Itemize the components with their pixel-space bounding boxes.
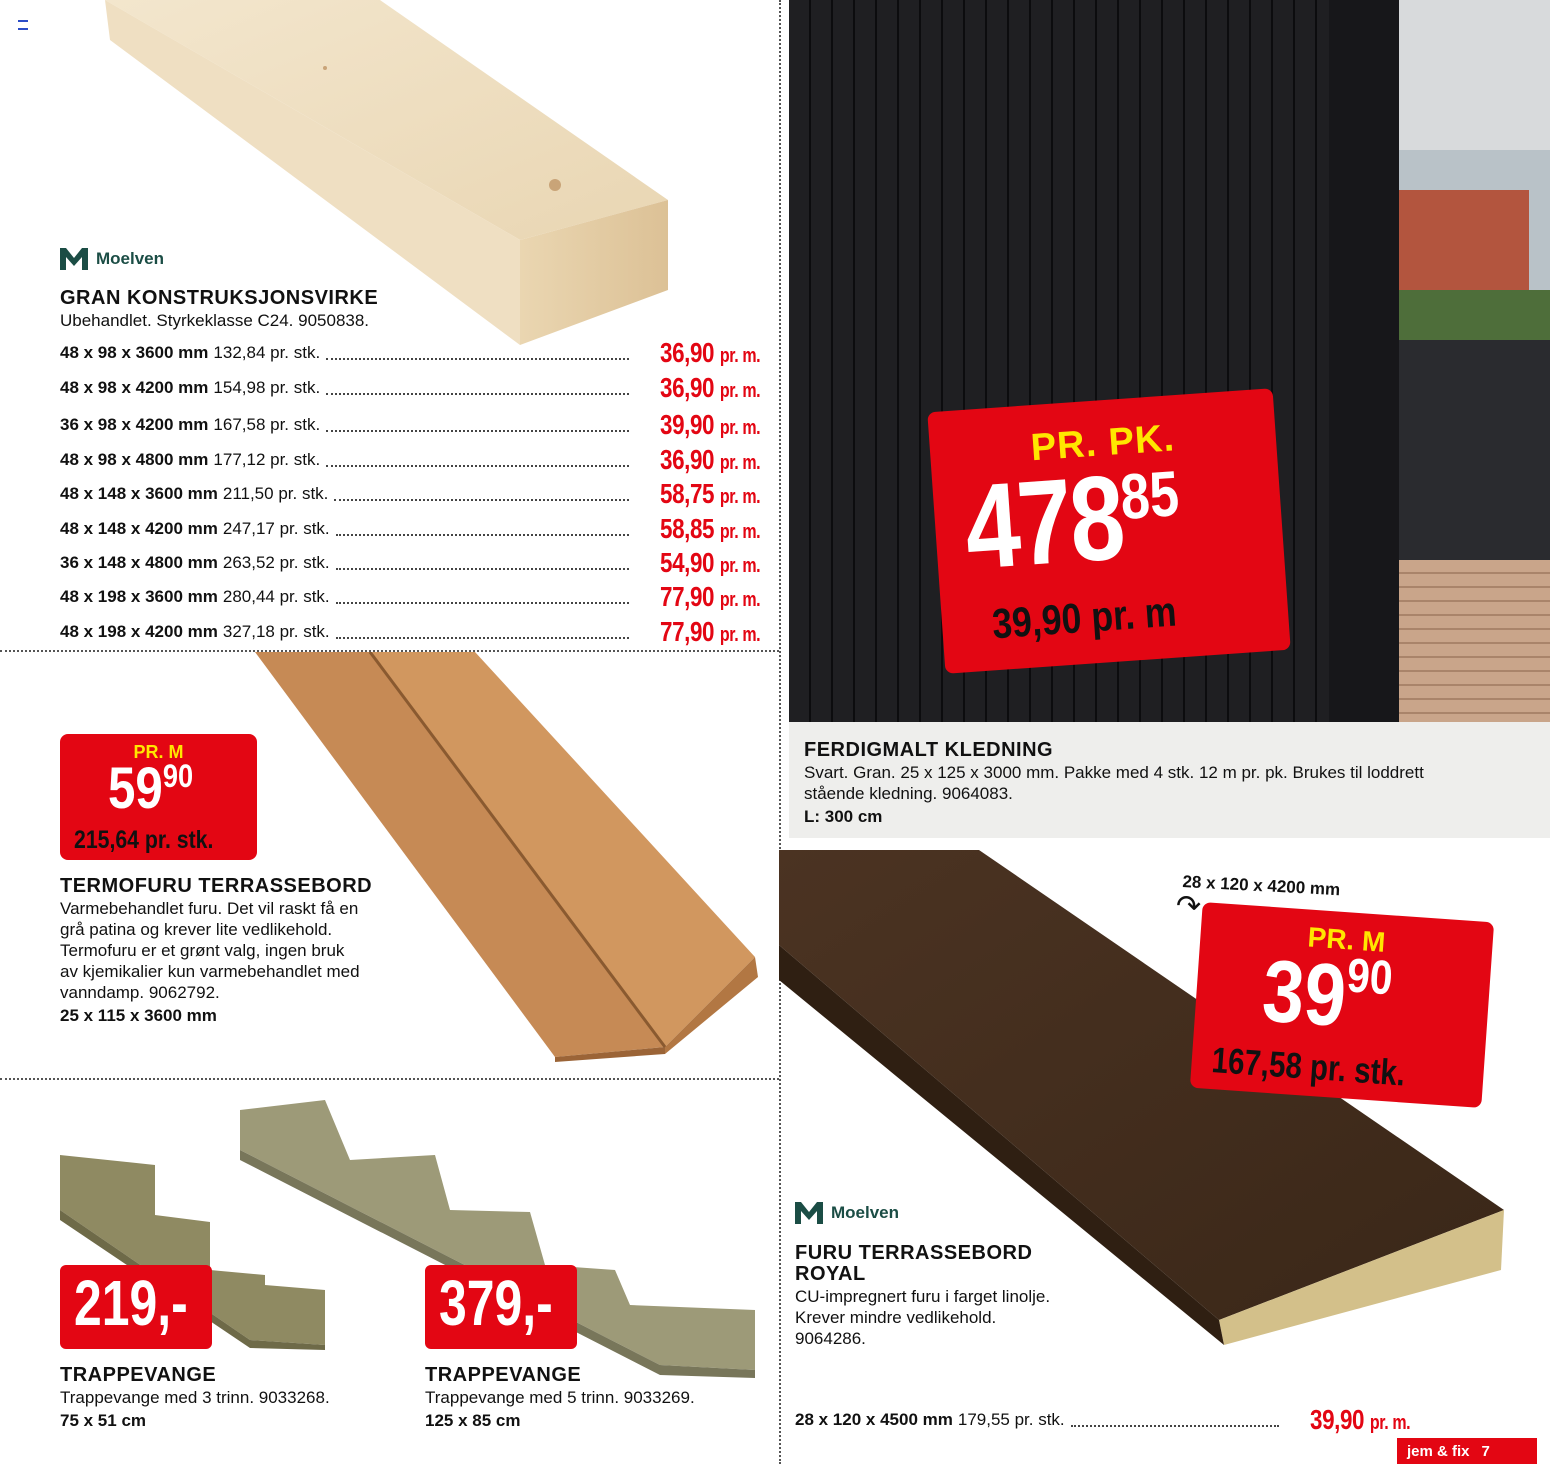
termofuru-desc-line: vanndamp. 9062792. — [60, 983, 220, 1002]
row-unit-price: 263,52 pr. stk. — [222, 553, 330, 572]
row-price — [660, 513, 760, 545]
price-row — [60, 445, 760, 475]
row-price-per: pr. m. — [719, 589, 760, 611]
termofuru-tag-price-main: 59 — [108, 756, 163, 821]
row-price — [660, 409, 760, 441]
dot-leader — [326, 418, 629, 432]
dot-leader — [336, 590, 629, 604]
termofuru-tag-sub: 215,64 pr. stk. — [74, 826, 214, 854]
row-unit-price: 132,84 pr. stk. — [213, 343, 321, 362]
dot-leader — [336, 522, 629, 536]
royal-price-tag — [1190, 902, 1494, 1108]
kledning-price-tag — [927, 388, 1290, 673]
row-price — [1310, 1404, 1410, 1436]
dot-leader — [326, 346, 629, 360]
trappevange-3-price-tag — [60, 1265, 212, 1349]
page-number: 7 — [1481, 1442, 1490, 1460]
footer-brand: jem & fix — [1407, 1442, 1470, 1460]
footer-brand-badge — [1397, 1438, 1537, 1464]
termofuru-desc-line: Varmebehandlet furu. Det vil raskt få en — [60, 899, 359, 918]
row-dim: 48 x 198 x 4200 mm — [60, 622, 218, 641]
row-price — [660, 444, 760, 476]
termofuru-dim: 25 x 115 x 3600 mm — [60, 1006, 217, 1025]
row-price-per: pr. m. — [719, 345, 760, 367]
trappevange-5-desc: Trappevange med 5 trinn. 9033269. — [425, 1388, 695, 1407]
trappevange-5-title: TRAPPEVANGE — [425, 1364, 582, 1386]
trappevange-3-dim: 75 x 51 cm — [60, 1411, 147, 1430]
row-price — [660, 616, 760, 648]
row-price-per: pr. m. — [719, 417, 760, 439]
row-unit-price: 327,18 pr. stk. — [222, 622, 330, 641]
kledning-tag-price-main: 478 — [960, 450, 1127, 595]
row-dim: 48 x 148 x 4200 mm — [60, 519, 218, 538]
royal-desc — [795, 1286, 1050, 1349]
kledning-tag-label: PR. PK. — [1029, 417, 1177, 470]
row-price-per: pr. m. — [719, 555, 760, 577]
row-dim: 36 x 98 x 4200 mm — [60, 415, 209, 434]
trappevange-5-price: 379,- — [439, 1267, 553, 1339]
price-row — [60, 479, 760, 509]
termofuru-desc-line: av kjemikalier kun varmebehandlet med — [60, 962, 360, 981]
row-price — [660, 581, 760, 613]
row-dim: 36 x 148 x 4800 mm — [60, 553, 218, 572]
row-price-value: 39,90 — [659, 409, 714, 440]
row-price-per: pr. m. — [1369, 1412, 1410, 1434]
royal-tag-price — [1259, 940, 1395, 1046]
royal-tag-label: PR. M — [1306, 921, 1387, 958]
row-price-per: pr. m. — [719, 452, 760, 474]
row-unit-price: 154,98 pr. stk. — [213, 378, 321, 397]
price-row — [60, 582, 760, 612]
dot-leader — [334, 487, 628, 501]
row-price-value: 36,90 — [659, 444, 714, 475]
row-dim: 48 x 98 x 4200 mm — [60, 378, 209, 397]
royal-title-line-2: ROYAL — [795, 1263, 866, 1285]
row-price — [660, 372, 760, 404]
row-unit-price: 280,44 pr. stk. — [222, 587, 330, 606]
termofuru-desc-line: Termofuru er et grønt valg, ingen bruk — [60, 941, 345, 960]
royal-price-row — [795, 1405, 1410, 1435]
termofuru-tag-price — [108, 756, 194, 821]
price-row — [60, 548, 760, 578]
moelven-logo-icon — [60, 248, 88, 270]
row-unit-price: 211,50 pr. stk. — [222, 484, 329, 503]
trappevange-5-price-tag — [425, 1265, 577, 1349]
row-unit-price: 177,12 pr. stk. — [213, 450, 321, 469]
dot-leader — [336, 625, 629, 639]
kledning-tag-price-cents: 85 — [1117, 457, 1182, 534]
price-row — [60, 338, 760, 368]
termofuru-desc — [60, 898, 360, 1003]
royal-desc-line: 9064286. — [795, 1329, 866, 1348]
moelven-logo-top — [60, 248, 164, 270]
row-unit-price: 179,55 pr. stk. — [957, 1410, 1065, 1429]
row-price-value: 58,85 — [659, 513, 714, 544]
row-price — [660, 337, 760, 369]
trappevange-3-price: 219,- — [74, 1267, 188, 1339]
moelven-logo-royal — [795, 1202, 899, 1224]
row-dim: 48 x 98 x 4800 mm — [60, 450, 209, 469]
trappevange-3-title: TRAPPEVANGE — [60, 1364, 217, 1386]
row-price-per: pr. m. — [719, 380, 760, 402]
kledning-title: FERDIGMALT KLEDNING — [804, 739, 1054, 761]
konstruksjonsvirke-title: GRAN KONSTRUKSJONSVIRKE — [60, 287, 379, 309]
moelven-logo-icon — [795, 1202, 823, 1224]
termofuru-title: TERMOFURU TERRASSEBORD — [60, 875, 373, 897]
row-dim: 28 x 120 x 4500 mm — [795, 1410, 953, 1429]
royal-tag-price-cents: 90 — [1345, 949, 1395, 1006]
row-price-per: pr. m. — [719, 624, 760, 646]
corner-mark — [18, 20, 28, 30]
row-price-value: 39,90 — [1309, 1404, 1364, 1435]
dot-leader — [336, 556, 629, 570]
row-unit-price: 167,58 pr. stk. — [213, 415, 321, 434]
termofuru-price-tag — [60, 734, 257, 860]
royal-desc-line: CU-impregnert furu i farget linolje. — [795, 1287, 1051, 1306]
row-price-value: 54,90 — [659, 547, 714, 578]
royal-tag-price-main: 39 — [1259, 940, 1350, 1046]
row-price — [660, 547, 760, 579]
price-row — [60, 373, 760, 403]
termofuru-tag-label: PR. M — [133, 742, 184, 762]
curved-arrow-icon: ↷ — [1176, 890, 1202, 923]
kledning-tag-sub: 39,90 pr. m — [990, 587, 1178, 648]
trappevange-5-dim: 125 x 85 cm — [425, 1411, 521, 1430]
trappevange-3-desc: Trappevange med 3 trinn. 9033268. — [60, 1388, 330, 1407]
kledning-length: L: 300 cm — [804, 807, 883, 826]
row-dim: 48 x 148 x 3600 mm — [60, 484, 218, 503]
row-price-value: 77,90 — [659, 616, 714, 647]
kledning-tag-price — [960, 450, 1184, 595]
row-dim: 48 x 198 x 3600 mm — [60, 587, 218, 606]
termofuru-desc-line: grå patina og krever lite vedlikehold. — [60, 920, 333, 939]
row-price-value: 58,75 — [659, 478, 714, 509]
row-unit-price: 247,17 pr. stk. — [222, 519, 330, 538]
row-price-value: 36,90 — [659, 372, 714, 403]
royal-tag-sub: 167,58 pr. stk. — [1210, 1039, 1407, 1094]
royal-title-line-1: FURU TERRASSEBORD — [795, 1242, 1033, 1264]
termofuru-tag-price-cents: 90 — [162, 758, 194, 794]
kledning-desc-line-2: stående kledning. 9064083. — [804, 784, 1013, 803]
moelven-logo-text: Moelven — [96, 249, 165, 268]
royal-dim-callout: 28 x 120 x 4200 mm — [1182, 872, 1341, 900]
dot-leader — [1071, 1413, 1279, 1427]
row-price-per: pr. m. — [719, 486, 760, 508]
row-price-value: 36,90 — [659, 337, 714, 368]
divider-bottom-left — [0, 1078, 779, 1080]
moelven-logo-text: Moelven — [831, 1203, 900, 1222]
row-price-value: 77,90 — [659, 581, 714, 612]
konstruksjonsvirke-desc: Ubehandlet. Styrkeklasse C24. 9050838. — [60, 311, 370, 330]
row-dim: 48 x 98 x 3600 mm — [60, 343, 209, 362]
row-price-per: pr. m. — [719, 521, 760, 543]
dot-leader — [326, 381, 629, 395]
royal-desc-line: Krever mindre vedlikehold. — [795, 1308, 997, 1327]
dot-leader — [326, 453, 629, 467]
row-price — [660, 478, 760, 510]
price-row — [60, 617, 760, 647]
kledning-desc-line-1: Svart. Gran. 25 x 125 x 3000 mm. Pakke med 4 stk. 12 m pr. pk. Brukes til loddrett — [804, 763, 1424, 782]
price-row — [60, 410, 760, 440]
price-row — [60, 514, 760, 544]
